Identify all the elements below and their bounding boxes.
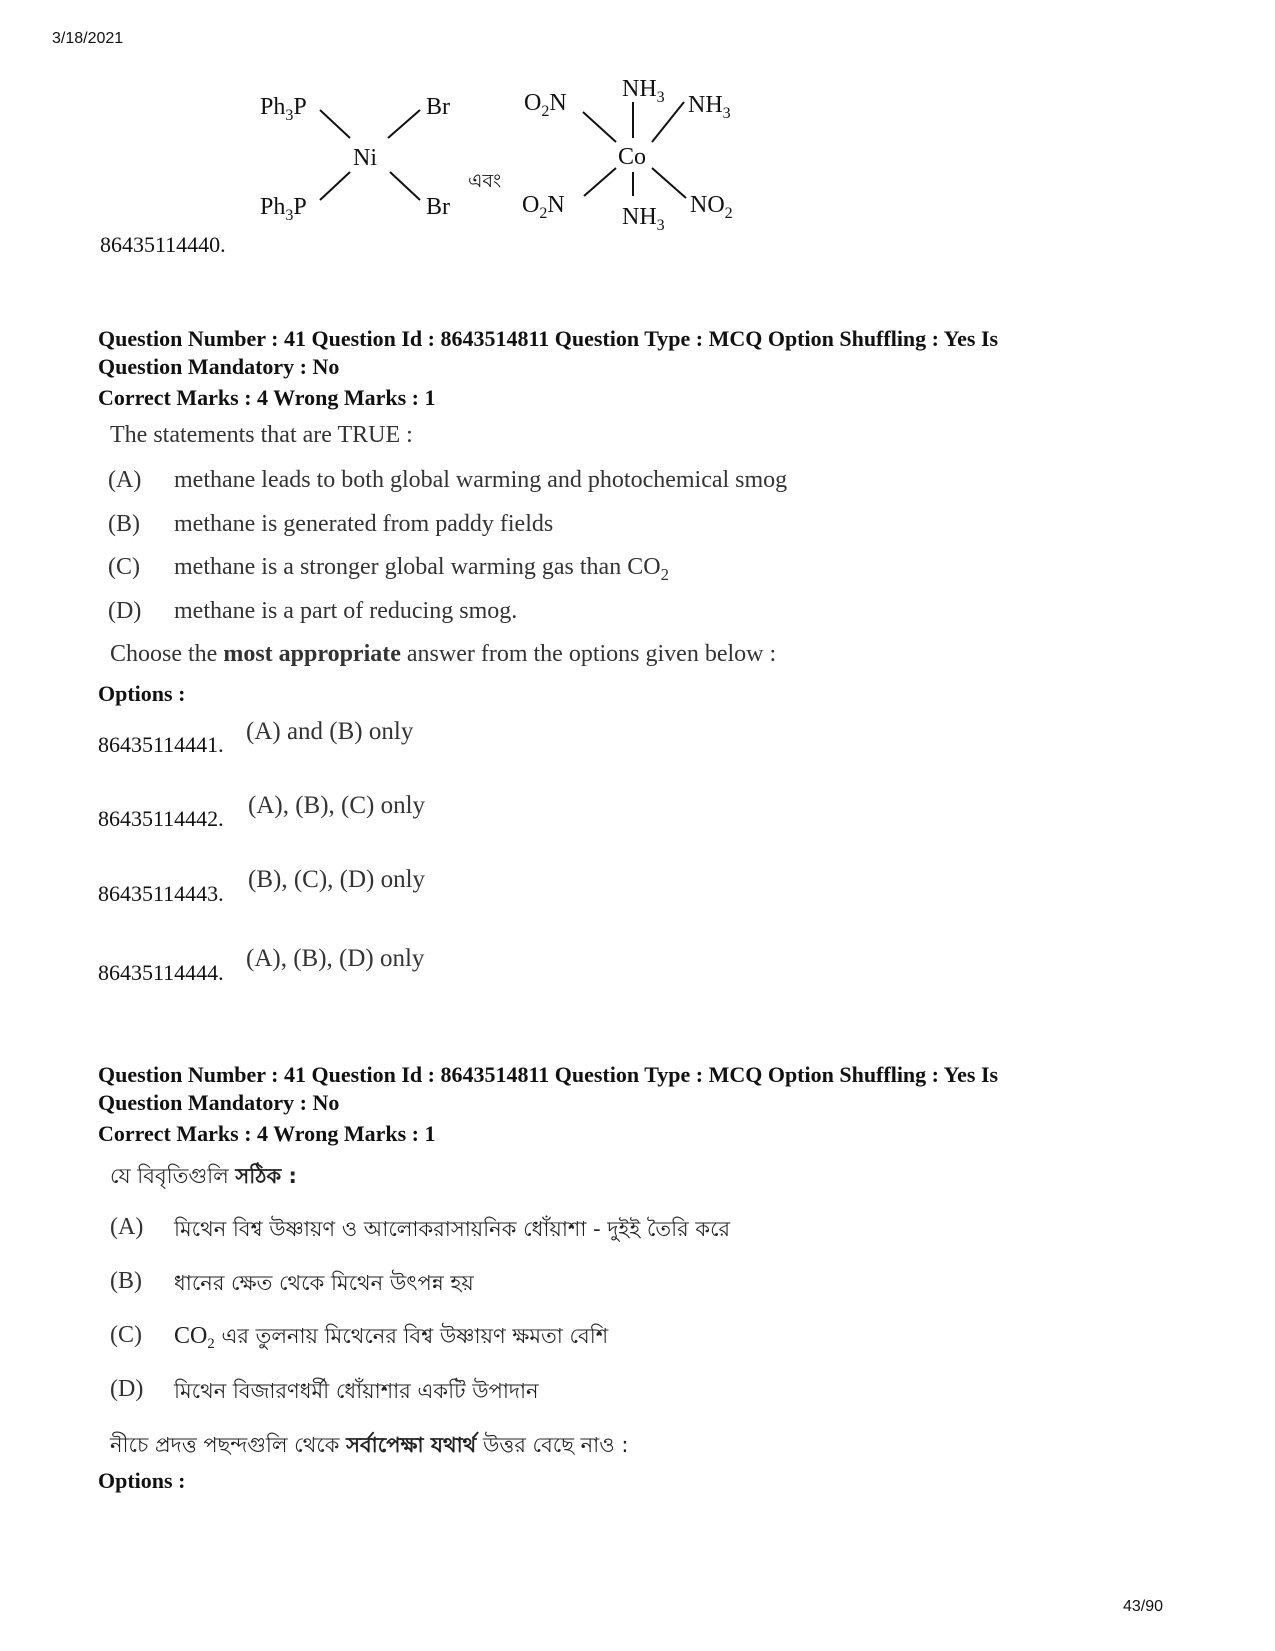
marks-line-bn: Correct Marks : 4 Wrong Marks : 1: [98, 1121, 436, 1146]
options-label-bn: Options :: [98, 1468, 186, 1493]
statement-text: methane is generated from paddy fields: [174, 511, 554, 537]
bond: [390, 172, 420, 200]
question-header-bn: [98, 1061, 1198, 1117]
option-id: 86435114442.: [98, 806, 224, 831]
option-text: (A), (B), (D) only: [246, 945, 425, 972]
statement-letter: (D): [110, 1376, 144, 1402]
ligand-no2: $NO_2$: [690, 192, 733, 222]
ligand-nh3-top: $NH_3$: [622, 76, 665, 106]
statement-letter: (D): [108, 598, 142, 624]
ligand-ph3p-top: $Ph_3P$: [260, 94, 307, 124]
option-text: (B), (C), (D) only: [248, 866, 426, 893]
choose-instruction-en: Choose the most appropriate answer from the options given below :: [110, 641, 777, 667]
statement-letter: (B): [110, 1268, 142, 1294]
statement-text: methane leads to both global warming and photochemical smog: [174, 467, 788, 493]
question-intro-bn: যে বিবৃতিগুলি সঠিক :: [110, 1164, 297, 1188]
bond: [584, 168, 616, 196]
cobalt-complex: [522, 76, 733, 234]
statement-text: ধানের ক্ষেত থেকে মিথেন উৎপন্ন হয়: [174, 1271, 474, 1295]
statement-letter: (A): [110, 1214, 144, 1240]
statement-letter: (B): [108, 511, 140, 537]
bond: [652, 168, 686, 198]
ligand-o2n-bottom: $O_2N$: [522, 192, 565, 222]
option-id: 86435114443.: [98, 881, 224, 906]
option-text: (A), (B), (C) only: [248, 792, 426, 819]
statement-text: $CO_2$ এর তুলনায় মিথেনের বিশ্ব উষ্ণায়ণ ক্ষমতা বেশি: [174, 1323, 609, 1353]
statement-text: methane is a part of reducing smog.: [174, 598, 518, 624]
question-meta-line1: Question Number : 41 Question Id : 8643514811 Question Type : MCQ Option Shuffling : Yes Is: [98, 1062, 999, 1087]
statement-text: মিথেন বিজারণধর্মী ধোঁয়াশার একটি উপাদান: [174, 1379, 539, 1403]
question-meta-line2: Question Mandatory : No: [98, 354, 340, 379]
prev-option-id: 86435114440.: [100, 232, 226, 257]
question-meta-line1: Question Number : 41 Question Id : 8643514811 Question Type : MCQ Option Shuffling : Yes Is: [98, 326, 999, 351]
bond: [320, 110, 350, 138]
option-id: 86435114444.: [98, 960, 224, 985]
option-text: (A) and (B) only: [246, 718, 414, 745]
ligand-ph3p-bottom: $Ph_3P$: [260, 194, 307, 224]
options-label-en: Options :: [98, 681, 186, 706]
choose-instruction-bn: নীচে প্রদত্ত পছন্দগুলি থেকে সর্বাপেক্ষা যথার্থ উত্তর বেছে নাও :: [110, 1433, 629, 1457]
complex-structures-figure: [250, 72, 770, 252]
statement-letter: (A): [108, 467, 142, 493]
statement-letter: (C): [108, 554, 140, 580]
question-meta-line2: Question Mandatory : No: [98, 1090, 340, 1115]
nickel-complex: [260, 94, 450, 224]
metal-ni: Ni: [353, 145, 377, 171]
ligand-nh3-right: $NH_3$: [688, 92, 731, 122]
bond: [652, 102, 684, 142]
bond: [388, 110, 420, 138]
question-header-en: [98, 325, 1198, 381]
statement-text: মিথেন বিশ্ব উষ্ণায়ণ ও আলোকরাসায়নিক ধোঁয়াশা - দুইই তৈরি করে: [174, 1217, 731, 1241]
page-number: 43/90: [1123, 1598, 1164, 1615]
print-date: 3/18/2021: [52, 30, 124, 47]
statement-text: methane is a stronger global warming gas than $CO_2$: [174, 554, 669, 584]
bond: [320, 172, 350, 200]
question-intro-en: The statements that are TRUE :: [110, 422, 413, 448]
ligand-br-top: Br: [426, 94, 450, 120]
connector-and: এবং: [468, 170, 502, 192]
marks-line-en: Correct Marks : 4 Wrong Marks : 1: [98, 385, 436, 410]
metal-co: Co: [618, 144, 647, 170]
ligand-o2n-top: $O_2N$: [524, 90, 567, 120]
ligand-nh3-bottom: $NH_3$: [622, 204, 665, 234]
ligand-br-bottom: Br: [426, 194, 450, 220]
option-id: 86435114441.: [98, 732, 224, 757]
bond: [583, 112, 616, 142]
statement-letter: (C): [110, 1322, 142, 1348]
